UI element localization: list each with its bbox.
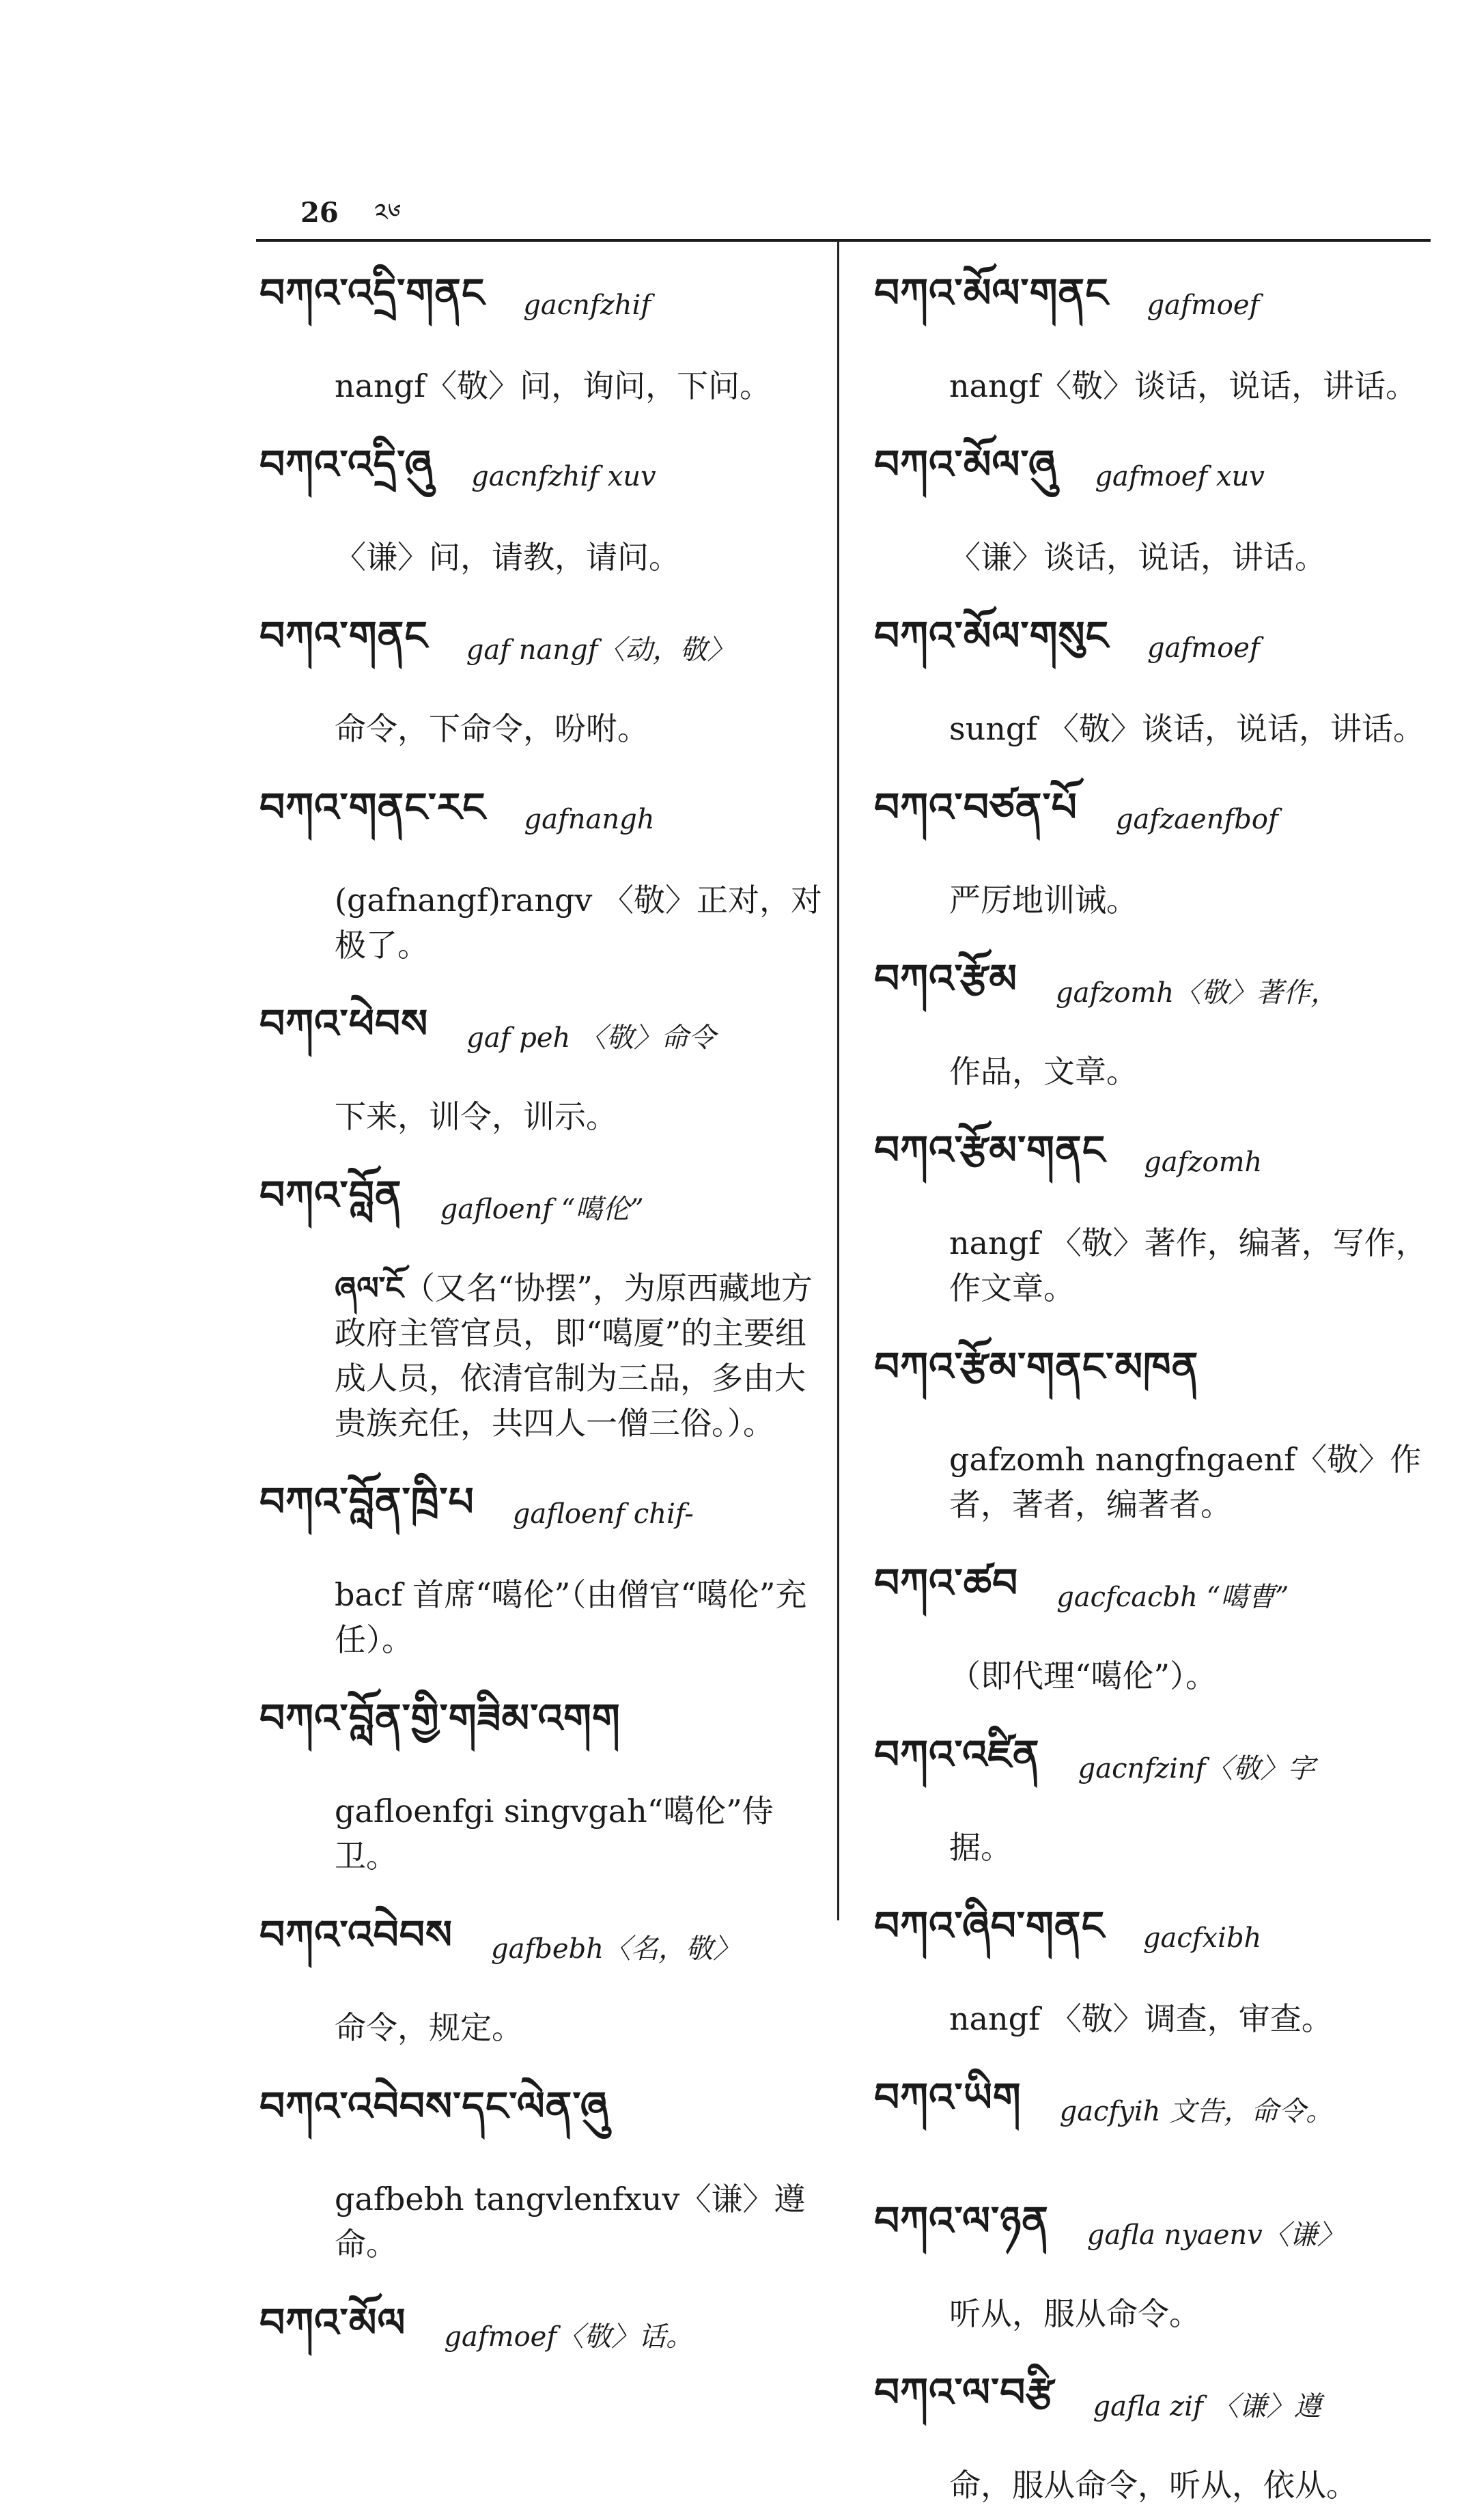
headword: བཀའ་འཛིན <box>874 1731 1040 1778</box>
dictionary-entry <box>874 764 1441 923</box>
transliteration: gafzomh <box>1144 1146 1263 1178</box>
headword: བཀའ་འབེབས <box>259 1912 453 1958</box>
gloss: bacf 首席“噶伦”（由僧官“噶伦”充任）。 <box>335 1576 807 1658</box>
transliteration: gafloenf chif- <box>512 1498 694 1530</box>
headword: བཀའ་གནང <box>259 613 428 659</box>
dictionary-entry <box>874 592 1441 751</box>
dictionary-entry <box>874 1539 1441 1698</box>
headword: བཀའ་མོལ <box>259 2299 406 2346</box>
transliteration: gacnfzhif <box>523 289 651 321</box>
headword: བཀའ་འདྲི་ཞུ <box>259 441 434 488</box>
dictionary-entry <box>259 1458 826 1662</box>
dictionary-entry <box>874 421 1441 580</box>
headword: བཀའ་ཚབ <box>874 1560 1019 1606</box>
gloss: gafloenfgi singvgah“噶伦”侍卫。 <box>335 1793 774 1875</box>
transliteration: gafla zif 〈谦〉遵 <box>1093 2391 1321 2422</box>
dictionary-entry <box>874 2349 1441 2508</box>
headword: བཀའ་འབེབས་དང་ལེན་ཞུ <box>259 2083 609 2129</box>
headword: བཀའ་རྩོམ་གནང་མཁན <box>874 1343 1199 1390</box>
transliteration: gafzomh〈敬〉著作， <box>1056 977 1338 1009</box>
transliteration: gafbebh〈名，敬〉 <box>491 1933 740 1965</box>
dictionary-entry <box>874 2054 1441 2165</box>
dictionary-entry <box>874 249 1441 408</box>
gloss: 严厉地训诫。 <box>949 882 1138 919</box>
dictionary-entry <box>259 1151 826 1446</box>
headword: བཀའ་མོལ་གསུང <box>874 613 1110 659</box>
transliteration: gacfyih 文告，命令。 <box>1059 2096 1334 2127</box>
dictionary-entry <box>874 1323 1441 1527</box>
headword: བཀའ་ཡིག <box>874 2074 1022 2120</box>
transliteration: gacfcacbh “噶曹” <box>1056 1582 1289 1613</box>
dictionary-entry <box>259 2062 826 2267</box>
gloss: nangf 〈敬〉调查，审查。 <box>949 2000 1333 2037</box>
transliteration: gafnangh <box>524 803 655 835</box>
gloss: 命，服从命令，听从，依从。 <box>949 2467 1358 2504</box>
gloss: gafbebh tangvlenfxuv〈谦〉遵命。 <box>335 2181 806 2263</box>
transliteration: gafmoef〈敬〉话。 <box>444 2321 694 2353</box>
gloss: sungf 〈敬〉谈话，说话，讲话。 <box>949 710 1424 747</box>
dictionary-entry <box>259 1675 826 1879</box>
headword: བཀའ་ཕེབས <box>259 1000 429 1047</box>
gloss: （即代理“噶伦”）。 <box>949 1657 1218 1694</box>
dictionary-entry <box>874 1106 1441 1311</box>
transliteration: gacnfzhif xuv <box>471 460 656 492</box>
gloss: nangf〈敬〉谈话，说话，讲话。 <box>949 367 1418 404</box>
gloss: 作品，文章。 <box>949 1053 1138 1090</box>
dictionary-entry <box>874 1882 1441 2041</box>
gloss: 〈谦〉问，请教，请问。 <box>335 539 680 576</box>
transliteration: gacfxibh <box>1142 1922 1262 1954</box>
headword: བཀའ་བཙན་པོ <box>874 784 1078 830</box>
headword: བཀའ་བློན <box>259 1172 402 1218</box>
headword: བཀའ་བློན་ཁྲི་པ <box>259 1479 475 1525</box>
dictionary-entry <box>259 1891 826 2050</box>
gloss: nangf〈敬〉问，询问，下问。 <box>335 367 772 404</box>
dictionary-entry <box>259 980 826 1139</box>
headword: བཀའ་ལ་ཉན <box>874 2198 1049 2244</box>
gloss: gafzomh nangfngaenf〈敬〉作者，著者，编著者。 <box>949 1441 1422 1523</box>
gloss: 命令，下命令，吩咐。 <box>335 710 649 747</box>
transliteration: gacnfzinf〈敬〉字 <box>1078 1753 1315 1784</box>
transliteration: gafloenf “噶伦” <box>440 1194 644 1225</box>
left-column <box>259 249 826 2403</box>
dictionary-entry <box>259 249 826 408</box>
dictionary-entry <box>259 2279 826 2390</box>
dictionary-entry <box>259 421 826 580</box>
dictionary-entry <box>874 935 1441 1094</box>
gloss: 下来，训令，训示。 <box>335 1098 617 1135</box>
headword: བཀའ་རྩོམ <box>874 955 1017 1002</box>
page-number-tibetan: ༢༦ <box>374 198 402 228</box>
transliteration: gaf peh 〈敬〉命令 <box>466 1022 716 1054</box>
gloss-with-tibetan <box>335 1265 826 1446</box>
page-number: 26 <box>300 197 339 229</box>
headword: བཀའ་མོལ་ཞུ <box>874 441 1057 488</box>
dictionary-entry <box>259 764 826 968</box>
gloss: 据。 <box>949 1829 1012 1866</box>
inline-tibetan: ཞལ་ངོ <box>335 1270 404 1306</box>
transliteration: gafmoef <box>1147 289 1260 321</box>
header-rule <box>256 239 1431 242</box>
dictionary-entry <box>874 1711 1441 1870</box>
transliteration: gafzaenfbof <box>1115 803 1278 835</box>
headword: བཀའ་གནང་རང <box>259 784 486 830</box>
transliteration: gafmoef <box>1147 632 1260 664</box>
gloss: 听从，服从命令。 <box>949 2295 1200 2332</box>
headword: བཀའ་རྩོམ་གནང <box>874 1127 1106 1173</box>
right-column <box>874 249 1441 2520</box>
dictionary-entry <box>874 2177 1441 2336</box>
gloss: 命令，规定。 <box>335 2009 523 2046</box>
transliteration: gafmoef xuv <box>1095 460 1265 492</box>
headword: བཀའ་བློན་གྱི་གཟིམ་འགག <box>259 1695 621 1741</box>
transliteration: gaf nangf〈动，敬〉 <box>466 634 735 666</box>
headword: བཀའ་ཞིབ་གནང <box>874 1903 1105 1949</box>
transliteration: gafla nyaenv〈谦〉 <box>1086 2220 1345 2251</box>
gloss: nangf 〈敬〉著作，编著，写作，作文章。 <box>949 1224 1427 1306</box>
gloss: （又名“协摆”，为原西藏地方政府主管官员，即“噶厦”的主要组成人员，依清官制为三品，多由大贵族充任，共四人一僧三俗。）。 <box>335 1270 813 1442</box>
gloss: (gafnangf)rangv 〈敬〉正对，对极了。 <box>335 882 823 964</box>
headword: བཀའ་ལ་བརྩི <box>874 2369 1055 2416</box>
gloss: 〈谦〉谈话，说话，讲话。 <box>949 539 1326 576</box>
headword: བཀའ་འདྲི་གནང <box>259 270 486 316</box>
column-divider <box>837 240 839 1920</box>
dictionary-entry <box>259 592 826 751</box>
headword: བཀའ་མོལ་གནང <box>874 270 1109 316</box>
